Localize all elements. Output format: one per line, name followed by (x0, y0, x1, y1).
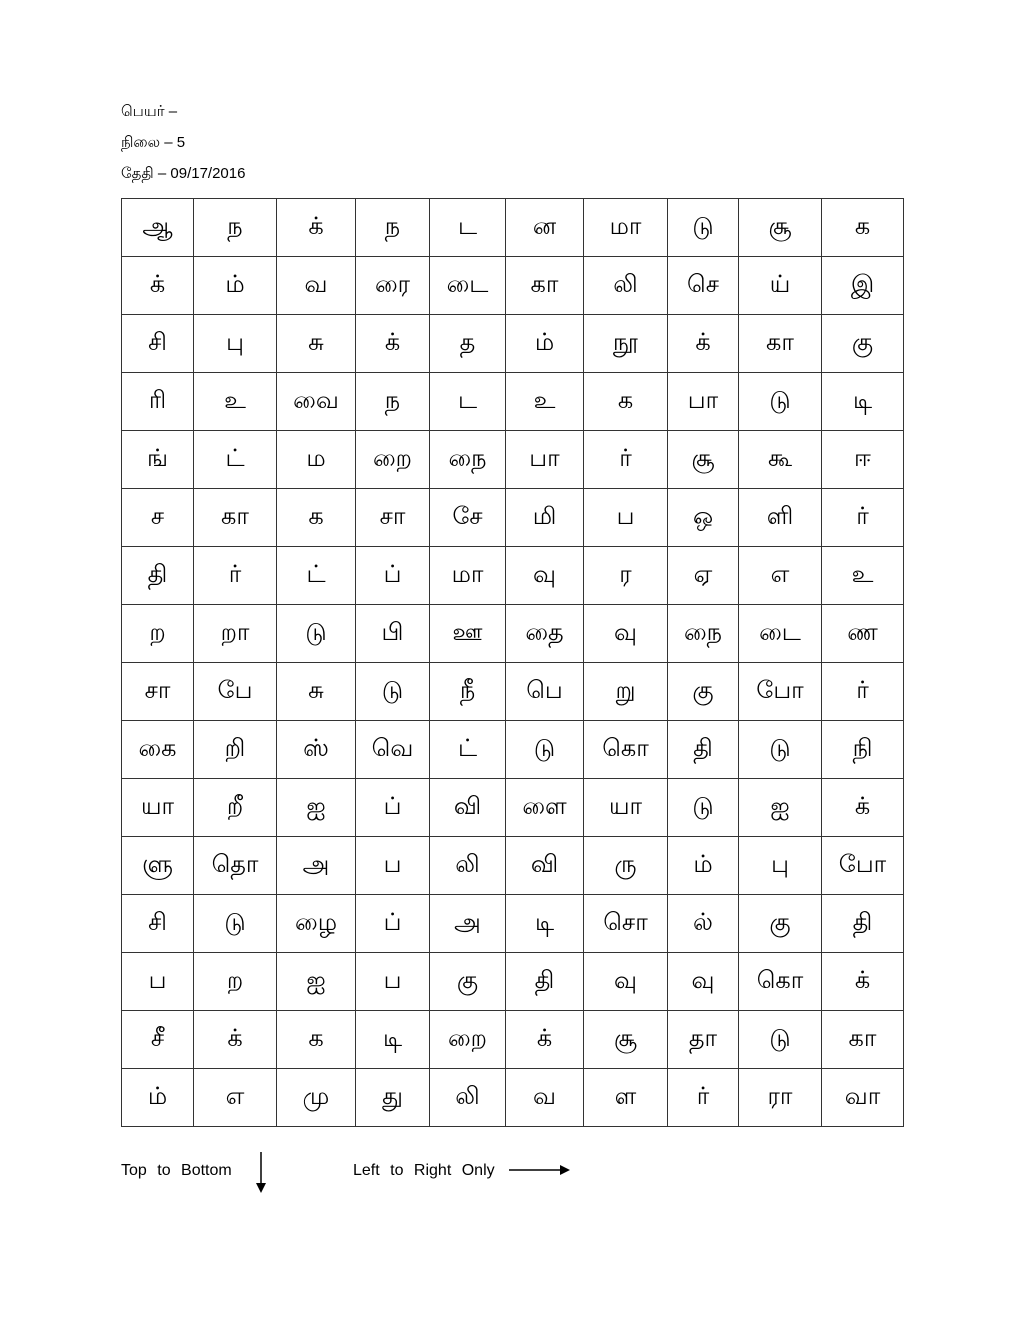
direction-hints (121, 1152, 581, 1196)
grid-cell: நை (668, 605, 739, 663)
grid-cell: ரா (739, 1069, 822, 1127)
grid-cell: கு (822, 315, 904, 373)
grid-cell: ம (277, 431, 356, 489)
grid-cell: டி (356, 1011, 430, 1069)
grid-cell: ட (430, 199, 506, 257)
grid-cell: டு (668, 779, 739, 837)
grid-cell: பி (356, 605, 430, 663)
grid-cell: வ (277, 257, 356, 315)
grid-cell: எ (739, 547, 822, 605)
grid-cell: றை (430, 1011, 506, 1069)
grid-cell: பா (668, 373, 739, 431)
grid-cell: சூ (739, 199, 822, 257)
left-to-right-label: Left to Right Only (353, 1162, 495, 1179)
grid-cell: கா (194, 489, 277, 547)
grid-row (122, 373, 904, 431)
grid-cell: ம் (122, 1069, 194, 1127)
grid-cell: றி (194, 721, 277, 779)
grid-cell: க் (277, 199, 356, 257)
grid-cell: ர் (194, 547, 277, 605)
grid-cell: தா (668, 1011, 739, 1069)
grid-cell: ளை (506, 779, 584, 837)
grid-cell: நை (430, 431, 506, 489)
grid-cell: ஒ (668, 489, 739, 547)
grid-cell: ம் (506, 315, 584, 373)
grid-cell: சி (122, 315, 194, 373)
grid-cell: ப (356, 953, 430, 1011)
grid-row (122, 779, 904, 837)
grid-cell: டு (739, 1011, 822, 1069)
grid-cell: ஊ (430, 605, 506, 663)
grid-cell: ஈ (822, 431, 904, 489)
grid-cell: சீ (122, 1011, 194, 1069)
grid-row (122, 1069, 904, 1127)
grid-cell: ர் (822, 489, 904, 547)
grid-cell: தி (822, 895, 904, 953)
grid-row (122, 837, 904, 895)
grid-cell: வு (668, 953, 739, 1011)
name-label: பெயர் – (121, 103, 178, 120)
grid-cell: க (822, 199, 904, 257)
grid-cell: கொ (584, 721, 668, 779)
grid-row (122, 605, 904, 663)
grid-cell: ற (122, 605, 194, 663)
grid-cell: கூ (739, 431, 822, 489)
grid-cell: ங் (122, 431, 194, 489)
grid-row (122, 663, 904, 721)
grid-cell: யா (122, 779, 194, 837)
grid-cell: மா (584, 199, 668, 257)
grid-row (122, 953, 904, 1011)
grid-cell: கு (739, 895, 822, 953)
grid-cell: க் (506, 1011, 584, 1069)
grid-cell: தை (506, 605, 584, 663)
grid-cell: சூ (668, 431, 739, 489)
grid-cell: ந (194, 199, 277, 257)
grid-cell: சே (430, 489, 506, 547)
grid-cell: ரி (122, 373, 194, 431)
grid-cell: பெ (506, 663, 584, 721)
grid-cell: த (430, 315, 506, 373)
grid-cell: ஏ (668, 547, 739, 605)
grid-cell: லி (430, 1069, 506, 1127)
grid-row (122, 257, 904, 315)
grid-cell: டை (739, 605, 822, 663)
grid-cell: ளு (122, 837, 194, 895)
grid-cell: பு (194, 315, 277, 373)
grid-row (122, 489, 904, 547)
grid-cell: ர் (584, 431, 668, 489)
grid-cell: வா (822, 1069, 904, 1127)
grid-cell: றா (194, 605, 277, 663)
grid-cell: து (356, 1069, 430, 1127)
grid-cell: கை (122, 721, 194, 779)
grid-cell: கா (506, 257, 584, 315)
grid-cell: லி (430, 837, 506, 895)
word-search-grid (121, 198, 904, 1127)
grid-cell: க் (668, 315, 739, 373)
grid-cell: ஐ (277, 779, 356, 837)
grid-cell: க (277, 1011, 356, 1069)
grid-cell: ஐ (277, 953, 356, 1011)
grid-cell: தொ (194, 837, 277, 895)
date-label: தேதி – 09/17/2016 (121, 165, 246, 182)
grid-cell: டி (822, 373, 904, 431)
grid-cell: சி (122, 895, 194, 953)
grid-cell: எ (194, 1069, 277, 1127)
grid-cell: பு (739, 837, 822, 895)
grid-cell: தி (668, 721, 739, 779)
grid-cell: ழை (277, 895, 356, 953)
right-arrow-icon (509, 1164, 571, 1176)
grid-cell: ய் (739, 257, 822, 315)
grid-cell: மா (430, 547, 506, 605)
grid-cell: ஸ் (277, 721, 356, 779)
grid-cell: டு (739, 373, 822, 431)
grid-cell: ண (822, 605, 904, 663)
grid-cell: நி (822, 721, 904, 779)
grid-cell: சு (277, 315, 356, 373)
grid-cell: க் (194, 1011, 277, 1069)
grid-cell: கா (822, 1011, 904, 1069)
grid-cell: வி (430, 779, 506, 837)
grid-cell: டு (506, 721, 584, 779)
grid-cell: க் (356, 315, 430, 373)
grid-cell: கா (739, 315, 822, 373)
grid-cell: ப (356, 837, 430, 895)
grid-cell: டு (277, 605, 356, 663)
grid-cell: வி (506, 837, 584, 895)
grid-cell: றை (356, 431, 430, 489)
grid-cell: தி (122, 547, 194, 605)
grid-cell: ட் (194, 431, 277, 489)
grid-cell: ப் (356, 895, 430, 953)
grid-cell: ப் (356, 547, 430, 605)
grid-cell: க (277, 489, 356, 547)
grid-cell: ள (584, 1069, 668, 1127)
grid-cell: ம் (668, 837, 739, 895)
grid-cell: வ (506, 1069, 584, 1127)
grid-cell: யா (584, 779, 668, 837)
worksheet-header (121, 96, 245, 189)
grid-cell: செ (668, 257, 739, 315)
grid-cell: று (584, 663, 668, 721)
grid-cell: ர் (822, 663, 904, 721)
grid-cell: ச (122, 489, 194, 547)
grid-cell: வு (506, 547, 584, 605)
down-arrow-icon (255, 1152, 267, 1194)
grid-cell: டை (430, 257, 506, 315)
grid-cell: ளி (739, 489, 822, 547)
grid-cell: லி (584, 257, 668, 315)
grid-cell: உ (194, 373, 277, 431)
grid-cell: ட் (277, 547, 356, 605)
grid-cell: க (584, 373, 668, 431)
grid-cell: க் (822, 953, 904, 1011)
grid-cell: க் (122, 257, 194, 315)
grid-cell: ல் (668, 895, 739, 953)
grid-cell: அ (430, 895, 506, 953)
grid-cell: ன (506, 199, 584, 257)
grid-cell: ட (430, 373, 506, 431)
grid-cell: அ (277, 837, 356, 895)
level-label: நிலை – 5 (121, 134, 186, 151)
grid-cell: ற (194, 953, 277, 1011)
grid-cell: பே (194, 663, 277, 721)
grid-cell: கொ (739, 953, 822, 1011)
grid-cell: நீ (430, 663, 506, 721)
grid-cell: ப (584, 489, 668, 547)
grid-cell: ரை (356, 257, 430, 315)
grid-cell: ஆ (122, 199, 194, 257)
grid-cell: டு (356, 663, 430, 721)
grid-row (122, 895, 904, 953)
grid-cell: டு (739, 721, 822, 779)
grid-cell: டு (194, 895, 277, 953)
grid-cell: போ (739, 663, 822, 721)
grid-cell: மு (277, 1069, 356, 1127)
grid-cell: பா (506, 431, 584, 489)
grid-cell: ட் (430, 721, 506, 779)
grid-cell: ர (584, 547, 668, 605)
grid-cell: சூ (584, 1011, 668, 1069)
grid-cell: உ (506, 373, 584, 431)
grid-cell: ந (356, 199, 430, 257)
grid-cell: டி (506, 895, 584, 953)
grid-row (122, 547, 904, 605)
grid-cell: வை (277, 373, 356, 431)
grid-row (122, 1011, 904, 1069)
grid-cell: டு (668, 199, 739, 257)
grid-cell: கு (430, 953, 506, 1011)
grid-cell: சொ (584, 895, 668, 953)
grid-cell: உ (822, 547, 904, 605)
grid-cell: ம் (194, 257, 277, 315)
grid-cell: ர் (668, 1069, 739, 1127)
grid-cell: ப (122, 953, 194, 1011)
grid-row (122, 199, 904, 257)
grid-cell: இ (822, 257, 904, 315)
top-to-bottom-label: Top to Bottom (121, 1162, 232, 1179)
grid-cell: றீ (194, 779, 277, 837)
grid-cell: சா (356, 489, 430, 547)
grid-cell: மி (506, 489, 584, 547)
grid-cell: போ (822, 837, 904, 895)
grid-row (122, 315, 904, 373)
grid-cell: வு (584, 953, 668, 1011)
grid-cell: நூ (584, 315, 668, 373)
grid-cell: ந (356, 373, 430, 431)
grid-row (122, 431, 904, 489)
grid-cell: ப் (356, 779, 430, 837)
grid-cell: ரு (584, 837, 668, 895)
grid-cell: தி (506, 953, 584, 1011)
grid-cell: சு (277, 663, 356, 721)
grid-cell: க் (822, 779, 904, 837)
grid-row (122, 721, 904, 779)
grid-cell: ஐ (739, 779, 822, 837)
grid-cell: வு (584, 605, 668, 663)
grid-cell: கு (668, 663, 739, 721)
grid-cell: சா (122, 663, 194, 721)
grid-cell: வெ (356, 721, 430, 779)
